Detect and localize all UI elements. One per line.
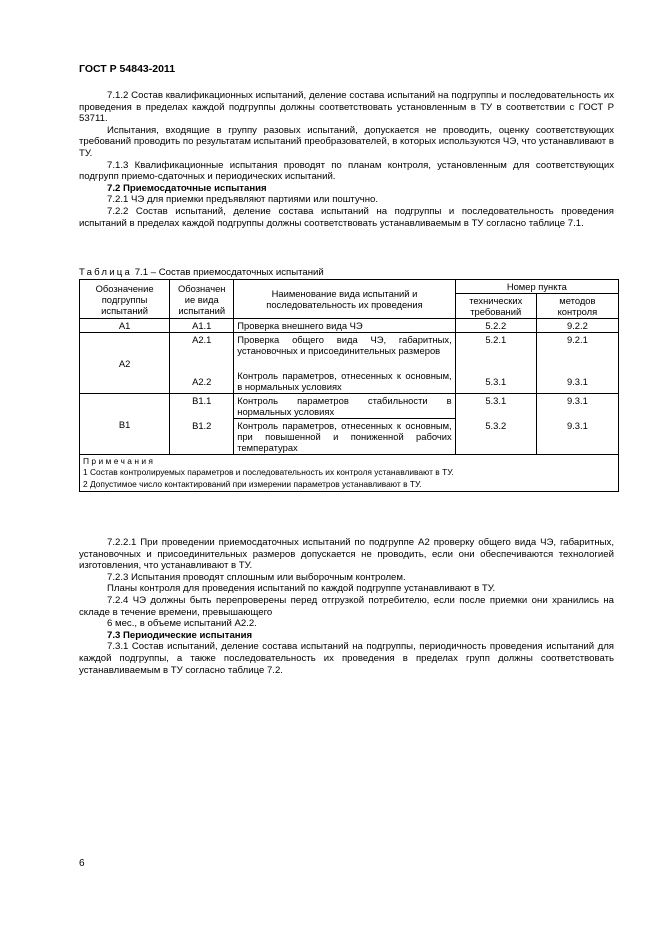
table-7-1 [79, 279, 619, 492]
cell-code: В1.2 [170, 419, 234, 455]
paragraph: 7.1.2 Состав квалификационных испытаний, деление состава испытаний на подгруппы и последовательность их проведения в пределах каждой подгруппы должны соответствовать установленным в ТУ в соответствии с ГОСТ Р 53711. [79, 90, 614, 125]
header-control-methods: методов контроля [536, 294, 618, 319]
section-heading: 7.3 Периодические испытания [107, 629, 253, 641]
cell-tech: 5.3.1 [455, 369, 536, 394]
section-heading: 7.2 Приемосдаточные испытания [107, 182, 267, 194]
header-test-name: Наименование вида испытаний и последовательность их проведения [234, 280, 455, 319]
cell-group: А1 [80, 319, 170, 333]
paragraph: 7.2.2.1 При проведении приемосдаточных испытаний по подгруппе А2 проверку общего вида ЧЭ, габаритных, установочных и присоединительных размеров допускается не проводить, если они обеспечиваются технологией изготовления, что устанавливают в ТУ. [79, 537, 614, 572]
table-caption-word: Таблица [79, 267, 133, 278]
cell-name: Проверка общего вида ЧЭ, габаритных, установочных и присоединительных размеров [234, 333, 455, 370]
cell-code: А2.2 [170, 369, 234, 394]
table-caption [79, 267, 324, 278]
table-row [80, 394, 619, 419]
text-block-after-table [79, 537, 614, 676]
table-row [80, 333, 619, 370]
paragraph: Испытания, входящие в группу разовых испытаний, допускается не проводить, оценку соответствующих требований проводить по результатам испытаний преобразователей, в которых используются ЧЭ, что устанавливают в ТУ. [79, 124, 614, 159]
document-header: ГОСТ Р 54843-2011 [79, 63, 176, 75]
cell-code: А1.1 [170, 319, 234, 333]
cell-name: Контроль параметров, отнесенных к основным, при повышенной и пониженной рабочих температурах [234, 419, 455, 455]
cell-name: Контроль параметров, отнесенных к основным, в нормальных условиях [234, 369, 455, 394]
paragraph: 7.2.3 Испытания проводят сплошным или выборочным контролем. [107, 571, 406, 583]
cell-name: Проверка внешнего вида ЧЭ [234, 319, 455, 333]
header-test-code: Обозначен ие вида испытаний [170, 280, 234, 319]
paragraph: Планы контроля для проведения испытаний по каждой подгруппе устанавливают в ТУ. [107, 583, 496, 595]
notes-title: Примечания [83, 456, 156, 466]
cell-tech: 5.2.1 [455, 333, 536, 370]
table-notes [80, 455, 619, 492]
table-caption-title: 7.1 – Состав приемосдаточных испытаний [134, 267, 324, 278]
cell-tech: 5.3.1 [455, 394, 536, 419]
text-block-before-table [79, 90, 614, 229]
paragraph: 7.2.1 ЧЭ для приемки предъявляют партиями или поштучно. [107, 194, 379, 206]
cell-method: 9.3.1 [536, 419, 618, 455]
paragraph: 7.1.3 Квалификационные испытания проводят по планам контроля, установленным для соответствующих подгрупп приемо-сдаточных и периодических испытаний. [79, 159, 614, 183]
paragraph: 7.2.4 ЧЭ должны быть перепроверены перед отгрузкой потребителю, если после приемки они хранились на складе в течение времени, превышающего [79, 594, 614, 618]
cell-tech: 5.3.2 [455, 419, 536, 455]
cell-method: 9.2.2 [536, 319, 618, 333]
cell-group: А2 [80, 333, 170, 394]
cell-name: Контроль параметров стабильности в нормальных условиях [234, 394, 455, 419]
cell-tech: 5.2.2 [455, 319, 536, 333]
paragraph: 7.3.1 Состав испытаний, деление состава испытаний на подгруппы, периодичность проведения испытаний для каждой подгруппы, а также последовательность их проведения в пределах групп должны соответствовать устанавливаемым в ТУ согласно таблице 7.2. [79, 641, 614, 676]
page-number: 6 [79, 858, 85, 869]
paragraph: 6 мес., в объеме испытаний А2.2. [107, 618, 257, 630]
cell-code: А2.1 [170, 333, 234, 370]
cell-method: 9.3.1 [536, 394, 618, 419]
header-tech-requirements: технических требований [455, 294, 536, 319]
table-notes-row [80, 455, 619, 492]
header-subgroup: Обозначение подгруппы испытаний [80, 280, 170, 319]
cell-group: В1 [80, 394, 170, 455]
note-item: 2 Допустимое число контактирований при измерении параметров устанавливают в ТУ. [83, 478, 422, 489]
table-row [80, 319, 619, 333]
cell-method: 9.3.1 [536, 369, 618, 394]
header-clause-number: Номер пункта [455, 280, 618, 294]
note-item: 1 Состав контролируемых параметров и последовательность их контроля устанавливают в ТУ. [83, 467, 454, 478]
cell-method: 9.2.1 [536, 333, 618, 370]
paragraph: 7.2.2 Состав испытаний, деление состава испытаний на подгруппы и последовательность проведения испытаний в пределах каждой подгруппы должны соответствовать устанавливаемым в ТУ согласно таблице 7.1. [79, 205, 614, 229]
cell-code: В1.1 [170, 394, 234, 419]
